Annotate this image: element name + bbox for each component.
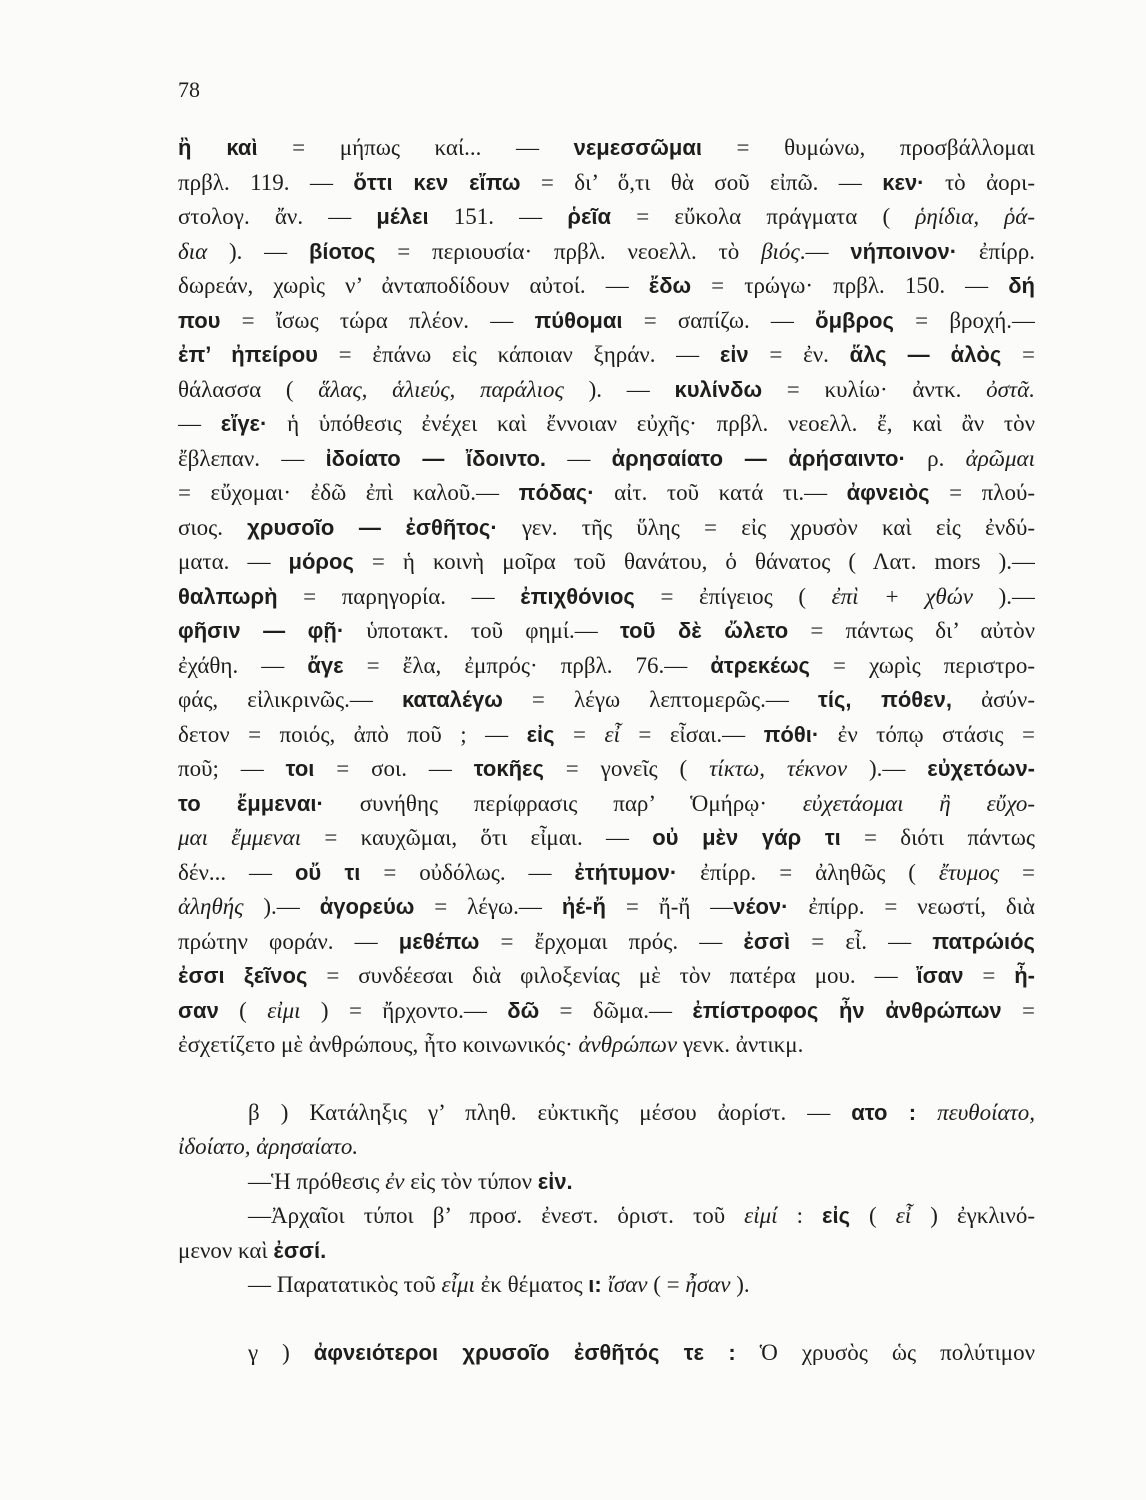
headword: ατο : [851,1099,917,1125]
text-run: — [546,445,612,471]
headword: ἅλς — ἁλὸς [849,342,1002,367]
text-run: ) ἐγκλινό- [911,1203,1035,1228]
note-imperfect [178,1268,1035,1303]
headword: εἰς [822,1203,851,1228]
glossary-paragraph [178,131,1035,1063]
text-run: = τρώγω· πρβλ. 150. — [691,273,1009,298]
text-line [178,200,1035,235]
italic-text: ὀστᾶ. [986,376,1035,402]
headword: ἀτρεκέως [710,652,810,678]
headword: καταλέγω [402,687,503,712]
headword: τοι [285,756,315,781]
text-run: = ἐπίγειος ( [634,583,832,609]
text-run: ).— [972,583,1035,609]
italic-text: εἰμι [267,997,301,1023]
text-run: δετον = ποιός, ἀπὸ ποῦ ; — [178,721,527,747]
text-run: 151. — [428,204,568,229]
text-run: ). — [563,376,675,402]
headword: εἰς [526,721,555,747]
text-run: Ὁ χρυσὸς ὡς πολύτιμον [735,1339,1035,1365]
text-run: ρ. [905,445,966,471]
text-run: = εὔκολα πράγματα ( [611,204,916,229]
headword: ἐπιχθόνιος [520,583,635,609]
text-line [178,959,1035,994]
text-run: — Παρατατικὸς τοῦ [248,1272,442,1297]
text-line [178,338,1035,373]
text-line [178,407,1035,442]
italic-text: ἰδοίατο, ἀρησαίατο. [178,1134,359,1159]
text-run: σιος. [178,514,248,540]
italic-text: ἴσαν [607,1272,648,1297]
text-line [178,752,1035,787]
italic-text: ἐπὶ + χθών [831,583,973,609]
text-run: = [999,859,1035,885]
text-run: ) = ἤρχοντο.— [300,997,508,1023]
text-run: = δι’ ὅ,τι θὰ σοῦ εἰπῶ. — [520,169,883,195]
text-run [916,1100,937,1125]
text-run: = [1001,342,1035,367]
text-run: — [178,411,221,436]
headword: ὄμβρος [815,307,894,333]
text-line [178,1336,1035,1371]
headword: νέον· [733,894,789,919]
text-line [178,890,1035,925]
headword: φῆσιν — φῇ· [178,618,345,643]
italic-text: μαι ἔμμεναι [178,825,302,850]
headword: πόδας· [518,480,595,505]
text-run: = ἐπάνω εἰς κάποιαν ξηράν. — [317,342,720,367]
text-run: = εἶ. — [790,928,933,954]
headword: εἰν. [537,1168,573,1194]
text-run: = πάντως δι’ αὐτὸν [788,618,1035,643]
text-run: = λέγω λεπτομερῶς.— [502,687,819,712]
text-run: = ἔλα, ἐμπρός· πρβλ. 76.— [343,652,711,678]
note-beta [178,1096,1035,1165]
text-run: εἰς τὸν τύπον [404,1168,538,1194]
text-run: ματα. — [178,549,289,574]
italic-text: βιός [761,238,800,264]
text-run: = διότι πάντως [840,825,1035,850]
text-run: = παρηγορία. — [277,583,521,609]
italic-text: τίκτω, τέκνον [709,756,848,781]
italic-text: εἶ [895,1203,912,1228]
text-run: ἐκ θέματος [474,1272,589,1297]
text-run: = δῶμα.— [539,997,693,1023]
text-line [178,580,1035,615]
text-run: = ἡ κοινὴ μοῖρα τοῦ θανάτου, ὁ θάνατος ( Λατ. mors ).— [353,549,1035,574]
headword: νήποινον· [850,238,958,264]
headword: ἔδω [648,273,692,298]
headword: θαλπωρὴ [178,583,278,609]
text-run: φάς, εἰλικρινῶς.— [178,687,402,712]
headword: ῥεῖα [567,204,612,229]
headword: σαν [178,997,219,1023]
text-line [178,683,1035,718]
text-run: = [963,963,1015,988]
text-run: ὑποτακτ. τοῦ φημί.— [344,618,620,643]
text-run: .— [799,238,851,264]
headword: που [178,307,221,333]
text-run: πρβλ. 119. — [178,169,354,195]
page-number: 78 [178,77,200,102]
text-run: θάλασσα ( [178,376,319,402]
text-run: δωρεάν, χωρὶς ν’ ἀνταποδίδουν αὐτοί. — [178,273,649,298]
headword: δῶ [507,997,540,1023]
headword: εἴγε· [220,411,268,436]
text-run: = ἐν. [748,342,850,367]
text-run: = οὐδόλως. — [360,859,575,885]
text-run: ).— [847,756,928,781]
italic-text: εὐχετάομαι ἢ εὔχο- [802,790,1035,816]
text-run: δέν... — [178,859,295,885]
headword: πόθι· [763,721,820,747]
text-line [178,649,1035,684]
headword: χρυσοῖο — ἐσθῆτος· [247,514,498,540]
headword: ὅττι κεν εἴπω [353,169,521,195]
text-run: = μήπως καί... — [257,135,574,160]
text-run: ). — [207,238,309,264]
text-run: ἀσύν- [951,687,1035,712]
headword: ἐσσι ξεῖνος [178,963,308,988]
text-run: μενον καὶ [178,1237,274,1263]
text-run: = ἤ-ἤ — [605,894,734,919]
note-archaic-forms [178,1199,1035,1268]
text-line [178,1234,1035,1269]
italic-text: ἀληθής [178,894,244,919]
text-run: = ἔρχομαι πρός. — [479,928,744,954]
italic-text: ἅλας, ἁλιεύς, παράλιος [318,376,564,402]
italic-text: ῥηίδια, ῥά- [915,204,1035,229]
text-run: ).— [243,894,320,919]
text-line [178,821,1035,856]
text-run: = περιουσία· πρβλ. νεοελλ. τὸ [375,238,762,264]
headword: οὐ μὲν γάρ τι [652,825,841,850]
text-run: ( = [647,1272,686,1297]
headword: το ἔμμεναι· [178,790,324,816]
headword: τίς, πόθεν, [818,687,952,712]
headword: ἴσαν [916,963,964,988]
text-line [178,304,1035,339]
text-line [178,235,1035,270]
italic-text: εἶ [604,721,620,747]
headword: ἀφνειὸς [846,480,930,505]
headword: πατρώιός [932,928,1035,954]
headword: ἐσσὶ [743,928,791,954]
text-run: τὸ ἀορι- [924,169,1035,195]
text-line [178,131,1035,166]
headword: βίοτος [308,238,376,264]
note-gamma [178,1336,1035,1371]
text-run: ἔβλεπαν. — [178,445,326,471]
text-run: πρώτην φοράν. — [178,928,399,954]
text-line [178,1130,1035,1165]
headword: ἀγορεύω [319,894,415,919]
text-line [178,166,1035,201]
text-run: ( [850,1203,896,1228]
headword: μόρος [288,549,354,574]
text-run: = σοι. — [314,756,474,781]
italic-text: ἔτυμος [938,859,1000,885]
text-run: αἰτ. τοῦ κατά τι.— [594,480,847,505]
text-run: = [554,721,605,747]
text-run: γ ) [248,1339,314,1365]
text-run: = βροχή.— [893,307,1035,333]
text-line [178,614,1035,649]
text-line [178,1268,1035,1303]
text-run: = ἴσως τώρα πλέον. — [220,307,535,333]
headword: ἀφνειότεροι χρυσοῖο ἐσθῆτός τε : [313,1339,736,1365]
text-run: = σαπίζω. — [622,307,816,333]
italic-text: δια [178,238,208,264]
headword: ἰδοίατο — ἴδοιντο. [325,445,547,471]
text-run: = [1001,997,1035,1023]
text-line [178,718,1035,753]
text-run: = θυμώνω, προσβάλλομαι [701,135,1035,160]
headword: ι: [588,1272,602,1297]
text-run: = πλού- [929,480,1035,505]
text-run: γενκ. ἀντικμ. [677,1032,804,1057]
text-line [178,545,1035,580]
headword: ἐπίστροφος ἦν ἀνθρώπων [692,997,1002,1023]
text-line [178,373,1035,408]
headword: πύθομαι [534,307,623,333]
text-run: ( [218,997,268,1023]
italic-text: πευθοίατο, [937,1099,1035,1125]
headword: μέλει [376,204,429,229]
headword: οὔ τι [294,859,361,885]
headword: εὐχετόων- [927,756,1035,781]
text-line [178,442,1035,477]
text-run: —Ἡ πρόθεσις [248,1168,386,1194]
italic-text: εἰμί [744,1203,778,1228]
text-run: γεν. τῆς ὕλης = εἰς χρυσὸν καὶ εἰς ἐνδύ- [497,514,1035,540]
text-run: ἐπίρρ. = νεωστί, διὰ [788,894,1035,919]
text-run: ἐσχετίζετο μὲ ἀνθρώπους, ἦτο κοινωνικός· [178,1032,579,1057]
headword: κεν· [882,169,925,195]
italic-text: ἀρῶμαι [965,445,1035,471]
text-line [178,856,1035,891]
headword: ἄγε [307,652,344,678]
text-run: ἡ ὑπόθεσις ἐνέχει καὶ ἔννοιαν εὐχῆς· πρβλ. νεοελλ. ἔ, καὶ ἂν τὸν [267,411,1035,436]
headword: ἠέ-ἤ [561,894,606,919]
text-line [178,511,1035,546]
note-preposition [178,1165,1035,1200]
text-line [178,476,1035,511]
headword: ἀρησαίατο — ἀρήσαιντο· [611,445,906,471]
text-run: β ) Κατάληξις γ’ πληθ. εὐκτικῆς μέσου ἀορίστ. — [248,1099,852,1125]
text-run: ). [730,1272,750,1297]
text-line [178,1096,1035,1131]
headword: νεμεσσῶμαι [573,135,702,160]
headword: ἐσσί. [273,1237,327,1263]
headword: ἦ- [1014,963,1035,988]
headword: δή [1008,273,1035,298]
headword: τοῦ δὲ ὤλετο [619,618,789,643]
text-run: = κυλίω· ἀντκ. [762,376,987,402]
text-line [178,269,1035,304]
italic-text: ἐν [385,1168,405,1194]
italic-text: ἦσαν [685,1272,731,1297]
text-run: ἐχάθη. — [178,652,308,678]
text-line [178,1165,1035,1200]
headword: μεθέπω [398,928,480,954]
text-run: στολογ. ἄν. — [178,204,377,229]
text-run: = εὔχομαι· ἐδῶ ἐπὶ καλοῦ.— [178,480,519,505]
text-line [178,1199,1035,1234]
text-run: = εἶσαι.— [619,721,764,747]
text-run: = συνδέεσαι διὰ φιλοξενίας μὲ τὸν πατέρα μου. — [307,963,917,988]
text-run: ἐπίρρ. [957,238,1035,264]
text-run: : [777,1203,823,1228]
headword: ἐτήτυμον· [574,859,678,885]
text-body [178,131,1035,1370]
headword: κυλίνδω [674,376,763,402]
text-run: = λέγω.— [414,894,562,919]
text-run: ἐν τόπῳ στάσις = [819,721,1035,747]
text-run: συνήθης περίφρασις παρ’ Ὁμήρῳ· [323,790,803,816]
headword: ἢ καὶ [178,135,258,160]
headword: εἰν [719,342,749,367]
italic-text: ἀνθρώπων [578,1032,678,1057]
text-run: ποῦ; — [178,756,286,781]
text-line [178,994,1035,1029]
italic-text: εἶμι [441,1272,475,1297]
headword: τοκῆες [473,756,544,781]
text-run: = χωρὶς περιστρο- [809,652,1035,678]
text-run: ἐπίρρ. = ἀληθῶς ( [677,859,939,885]
text-run: —Ἀρχαῖοι τύποι β’ προσ. ἐνεστ. ὁριστ. τοῦ [248,1203,745,1228]
text-line [178,925,1035,960]
text-run: = γονεῖς ( [543,756,710,781]
text-run: = καυχῶμαι, ὅτι εἶμαι. — [301,825,653,850]
headword: ἐπ’ ἠπείρου [178,342,318,367]
text-line [178,787,1035,822]
text-line [178,1028,1035,1063]
